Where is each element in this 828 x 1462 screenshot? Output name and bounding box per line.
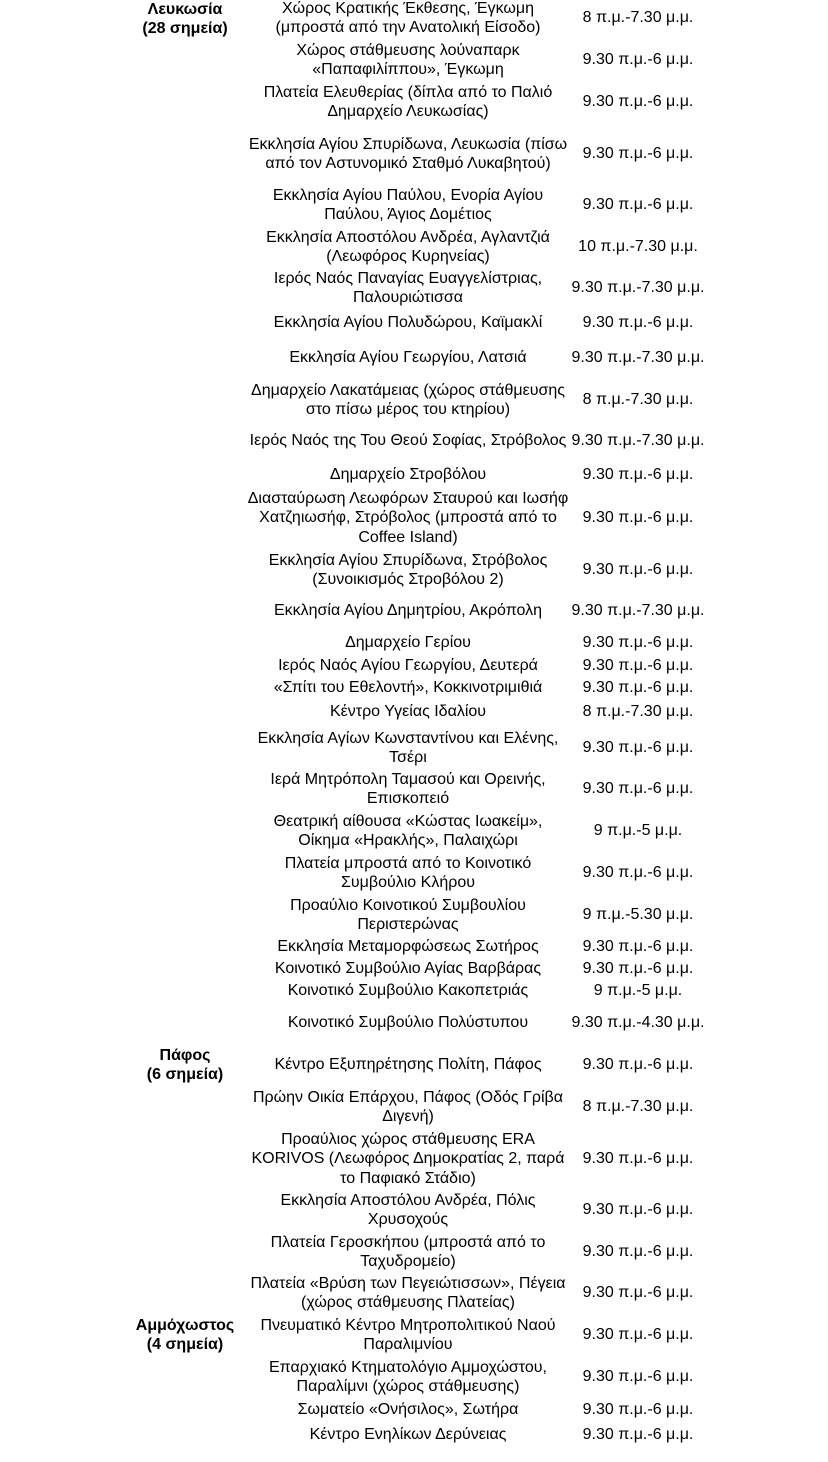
place-cell: Πνευματικό Κέντρο Μητροπολιτικού Ναού Παραλιμνίου	[260, 1316, 556, 1353]
hours-cell: 9.30 π.μ.-7.30 μ.μ.	[571, 602, 705, 620]
table-row	[246, 0, 706, 38]
table-row	[246, 591, 706, 631]
place-cell: «Σπίτι του Εθελοντή», Κοκκινοτριμιθιά	[273, 679, 543, 697]
table-row	[246, 959, 706, 979]
hours-cell: 9.30 π.μ.-6 μ.μ.	[582, 1284, 694, 1302]
place-cell: Πλατεία Ελευθερίας (δίπλα από το Παλιό Δημαρχείο Λευκωσίας)	[263, 83, 553, 120]
table-row	[246, 338, 706, 378]
table-row	[246, 811, 706, 851]
hours-cell: 9.30 π.μ.-6 μ.μ.	[582, 1056, 694, 1074]
table-row	[246, 124, 706, 184]
hours-cell: 9.30 π.μ.-6 μ.μ.	[582, 938, 694, 956]
place-cell: Εκκλησία Μεταμορφώσεως Σωτήρος	[277, 938, 539, 956]
hours-cell: 9.30 π.μ.-6 μ.μ.	[582, 1201, 694, 1219]
table-row	[246, 185, 706, 225]
table-row	[246, 1129, 706, 1189]
hours-cell: 9.30 π.μ.-6 μ.μ.	[582, 1150, 694, 1168]
place-cell: Κοινοτικό Συμβούλιο Κακοπετριάς	[287, 982, 529, 1000]
place-cell: Εκκλησία Αποστόλου Ανδρέα, Αγλαντζιά (Λεωφόρος Κυρηνείας)	[266, 228, 550, 265]
hours-cell: 8 π.μ.-7.30 μ.μ.	[582, 391, 694, 409]
district-count: (28 σημεία)	[142, 20, 228, 37]
table-row	[246, 40, 706, 80]
place-cell: Ιερός Ναός Αγίου Γεωργίου, Δευτερά	[278, 657, 538, 675]
table-row	[246, 1003, 706, 1043]
table-row	[246, 1273, 706, 1313]
hours-cell: 10 π.μ.-7.30 μ.μ.	[578, 238, 698, 256]
place-cell: Διασταύρωση Λεωφόρων Σταυρού και Ιωσήφ Χατζηιωσήφ, Στρόβολος (μπροστά από το Coffee Island)	[247, 489, 569, 546]
table-row	[246, 937, 706, 957]
place-cell: Ιερός Ναός της Του Θεού Σοφίας, Στρόβολος	[249, 432, 567, 450]
district-name: Αμμόχωστος	[135, 1317, 235, 1334]
hours-cell: 9.30 π.μ.-6 μ.μ.	[582, 1243, 694, 1261]
table-row	[246, 853, 706, 893]
place-cell: Πλατεία Γεροσκήπου (μπροστά από το Ταχυδρομείο)	[270, 1233, 546, 1270]
table-row	[246, 633, 706, 653]
hours-cell: 9 π.μ.-5 μ.μ.	[593, 822, 683, 840]
hours-cell: 9.30 π.μ.-6 μ.μ.	[582, 509, 694, 527]
place-cell: Κέντρο Εξυπηρέτησης Πολίτη, Πάφος	[274, 1056, 542, 1074]
place-cell: Πρώην Οικία Επάρχου, Πάφος (Οδός Γρίβα Διγενή)	[253, 1088, 563, 1125]
table-row	[246, 421, 706, 461]
place-cell: Εκκλησία Αγίου Δημητρίου, Ακρόπολη	[273, 602, 543, 620]
place-cell: Θεατρική αίθουσα «Κώστας Ιωακείμ», Οίκημα «Ηρακλής», Παλαιχώρι	[273, 812, 543, 849]
hours-cell: 9 π.μ.-5.30 μ.μ.	[582, 906, 694, 924]
hours-cell: 9.30 π.μ.-6 μ.μ.	[582, 960, 694, 978]
table-row	[246, 678, 706, 698]
place-cell: Εκκλησία Αγίου Παύλου, Ενορία Αγίου Παύλου, Άγιος Δομέτιος	[272, 186, 544, 223]
hours-cell: 9.30 π.μ.-6 μ.μ.	[582, 864, 694, 882]
place-cell: Κέντρο Ενηλίκων Δερύνειας	[309, 1426, 507, 1444]
table-row	[246, 488, 706, 548]
table-row	[246, 227, 706, 267]
place-cell: Χώρος στάθμευσης λούναπαρκ «Παπαφιλίππου», Έγκωμη	[296, 41, 520, 78]
place-cell: Προαύλιο Κοινοτικού Συμβουλίου Περιστερώνας	[290, 896, 526, 933]
hours-cell: 9.30 π.μ.-6 μ.μ.	[582, 739, 694, 757]
hours-cell: 9.30 π.μ.-6 μ.μ.	[582, 145, 694, 163]
table-row	[246, 702, 706, 722]
table-row	[246, 1400, 706, 1420]
table-row	[246, 728, 706, 768]
place-cell: Πλατεία «Βρύση των Πεγειώτισσων», Πέγεια (χώρος στάθμευσης Πλατείας)	[250, 1274, 566, 1311]
place-cell: Σωματείο «Ονήσιλος», Σωτήρα	[297, 1401, 519, 1419]
district-label-pafos	[120, 1046, 250, 1084]
hours-cell: 9.30 π.μ.-6 μ.μ.	[582, 314, 694, 332]
table-row	[246, 380, 706, 420]
hours-cell: 8 π.μ.-7.30 μ.μ.	[582, 1098, 694, 1116]
district-count: (6 σημεία)	[146, 1066, 224, 1083]
place-cell: Κέντρο Υγείας Ιδαλίου	[329, 703, 487, 721]
hours-cell: 9.30 π.μ.-6 μ.μ.	[582, 196, 694, 214]
place-cell: Πλατεία μπροστά από το Κοινοτικό Συμβούλιο Κλήρου	[284, 854, 532, 891]
hours-cell: 9.30 π.μ.-7.30 μ.μ.	[571, 279, 705, 297]
hours-cell: 9.30 π.μ.-6 μ.μ.	[582, 657, 694, 675]
table-row	[246, 981, 706, 1001]
table-row	[246, 268, 706, 308]
place-cell: Ιερά Μητρόπολη Ταμασού και Ορεινής, Επισκοπειό	[270, 770, 546, 807]
place-cell: Προαύλιος χώρος στάθμευσης ERA KORIVOS (Λεωφόρος Δημοκρατίας 2, παρά το Παφιακό Στάδιο)	[251, 1130, 565, 1187]
place-cell: Δημαρχείο Γερίου	[345, 634, 471, 652]
hours-cell: 9.30 π.μ.-6 μ.μ.	[582, 679, 694, 697]
table-row	[246, 465, 706, 485]
table-row	[246, 1232, 706, 1272]
table-row	[246, 656, 706, 676]
hours-cell: 9.30 π.μ.-6 μ.μ.	[582, 466, 694, 484]
hours-cell: 9.30 π.μ.-6 μ.μ.	[582, 1326, 694, 1344]
hours-cell: 9.30 π.μ.-6 μ.μ.	[582, 561, 694, 579]
table-row	[246, 1425, 706, 1445]
hours-cell: 9.30 π.μ.-6 μ.μ.	[582, 93, 694, 111]
place-cell: Δημαρχείο Στροβόλου	[329, 466, 487, 484]
place-cell: Δημαρχείο Λακατάμειας (χώρος στάθμευσης στο πίσω μέρος του κτηρίου)	[251, 381, 565, 418]
table-row	[246, 1357, 706, 1397]
table-row	[246, 895, 706, 935]
place-cell: Χώρος Κρατικής Έκθεσης, Έγκωμη (μπροστά από την Ανατολική Είσοδο)	[275, 0, 541, 36]
hours-cell: 9.30 π.μ.-7.30 μ.μ.	[571, 432, 705, 450]
district-name: Λευκωσία	[147, 1, 223, 18]
place-cell: Ιερός Ναός Παναγίας Ευαγγελίστριας, Παλουριώτισσα	[273, 269, 543, 306]
place-cell: Εκκλησία Αγίου Πολυδώρου, Καϊμακλί	[273, 314, 543, 332]
place-cell: Εκκλησία Αγίου Σπυρίδωνα, Λευκωσία (πίσω από τον Αστυνομικό Σταθμό Λυκαβητού)	[248, 135, 568, 172]
hours-cell: 9 π.μ.-5 μ.μ.	[593, 982, 683, 1000]
table-row	[246, 1190, 706, 1230]
table-row	[246, 769, 706, 809]
hours-cell: 9.30 π.μ.-6 μ.μ.	[582, 51, 694, 69]
place-cell: Εκκλησία Αγίου Σπυρίδωνα, Στρόβολος (Συνοικισμός Στροβόλου 2)	[268, 551, 548, 588]
table-row	[246, 1087, 706, 1127]
table-row	[246, 550, 706, 590]
table-row	[246, 313, 706, 333]
place-cell: Εκκλησία Αγίων Κωνσταντίνου και Ελένης, Τσέρι	[257, 729, 559, 766]
place-cell: Εκκλησία Αγίου Γεωργίου, Λατσιά	[289, 349, 527, 367]
place-cell: Κοινοτικό Συμβούλιο Πολύστυπου	[287, 1014, 529, 1032]
district-label-lefkosia	[120, 0, 250, 38]
hours-cell: 9.30 π.μ.-7.30 μ.μ.	[571, 349, 705, 367]
hours-cell: 9.30 π.μ.-6 μ.μ.	[582, 780, 694, 798]
hours-cell: 9.30 π.μ.-6 μ.μ.	[582, 1426, 694, 1444]
table-row	[246, 1055, 706, 1075]
table-row	[246, 82, 706, 122]
place-cell: Επαρχιακό Κτηματολόγιο Αμμοχώστου, Παραλίμνι (χώρος στάθμευσης)	[268, 1358, 547, 1395]
district-count: (4 σημεία)	[146, 1336, 224, 1353]
hours-cell: 9.30 π.μ.-6 μ.μ.	[582, 1368, 694, 1386]
district-name: Πάφος	[159, 1047, 211, 1064]
table-row	[246, 1315, 706, 1355]
hours-cell: 9.30 π.μ.-4.30 μ.μ.	[571, 1014, 705, 1032]
place-cell: Κοινοτικό Συμβούλιο Αγίας Βαρβάρας	[274, 960, 542, 978]
hours-cell: 9.30 π.μ.-6 μ.μ.	[582, 634, 694, 652]
hours-cell: 9.30 π.μ.-6 μ.μ.	[582, 1401, 694, 1419]
hours-cell: 8 π.μ.-7.30 μ.μ.	[582, 703, 694, 721]
district-label-ammochostos	[120, 1316, 250, 1354]
hours-cell: 8 π.μ.-7.30 μ.μ.	[582, 9, 694, 27]
place-cell: Εκκλησία Αποστόλου Ανδρέα, Πόλις Χρυσοχούς	[280, 1191, 536, 1228]
